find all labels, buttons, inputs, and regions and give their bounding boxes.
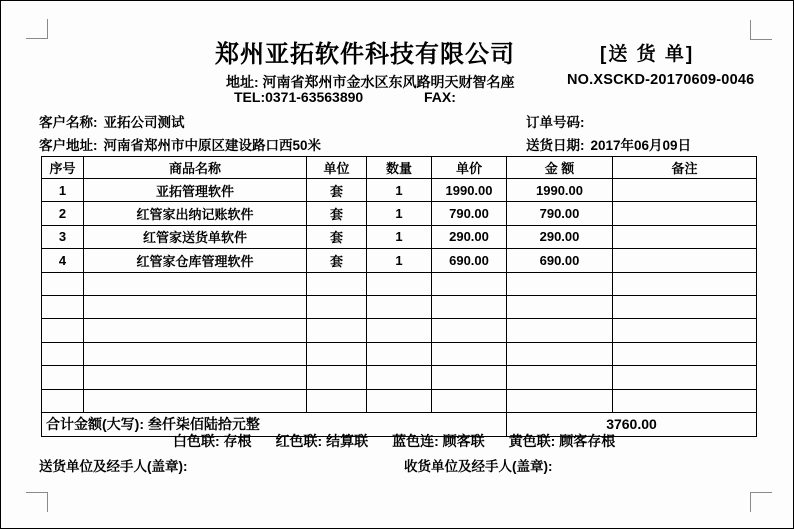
copy-white: 白色联: 存根 xyxy=(173,433,252,449)
cell-seq xyxy=(42,319,84,342)
cell-unit-price xyxy=(432,342,507,365)
cell-unit-price: 690.00 xyxy=(432,249,507,272)
cell-product-name: 红管家出纳记账软件 xyxy=(84,202,307,225)
cell-remark xyxy=(613,179,757,202)
cell-amount xyxy=(507,389,613,412)
customer-name-row xyxy=(39,111,185,131)
cell-remark xyxy=(613,319,757,342)
cell-seq: 1 xyxy=(42,179,84,202)
cell-unit: 套 xyxy=(307,225,367,248)
cell-unit xyxy=(307,272,367,295)
cell-product-name xyxy=(84,295,307,318)
cell-unit xyxy=(307,389,367,412)
customer-address-label: 客户地址: xyxy=(39,138,98,153)
order-number-row xyxy=(526,111,591,131)
print-margin-mark-top-right xyxy=(750,20,772,40)
table-row xyxy=(42,295,757,318)
cell-product-name xyxy=(84,389,307,412)
cell-product-name: 亚拓管理软件 xyxy=(84,179,307,202)
cell-product-name xyxy=(84,366,307,389)
cell-unit: 套 xyxy=(307,179,367,202)
cell-product-name: 红管家仓库管理软件 xyxy=(84,249,307,272)
cell-amount: 1990.00 xyxy=(507,179,613,202)
total-amount-value: 3760.00 xyxy=(507,412,757,436)
total-amount-in-words: 合计金额(大写): 叁仟柒佰陆拾元整 xyxy=(42,412,507,436)
customer-name-label: 客户名称: xyxy=(39,115,98,130)
cell-quantity xyxy=(367,319,432,342)
table-row xyxy=(42,249,757,272)
items-table-header-row xyxy=(42,157,757,179)
cell-seq xyxy=(42,366,84,389)
print-margin-mark-top-left xyxy=(26,19,48,39)
delivery-date-label: 送货日期: xyxy=(526,138,585,153)
company-fax: FAX: xyxy=(424,89,456,105)
table-row xyxy=(42,179,757,202)
header-unit: 单位 xyxy=(307,157,367,179)
cell-amount xyxy=(507,272,613,295)
cell-amount xyxy=(507,319,613,342)
cell-remark xyxy=(613,342,757,365)
order-number-label: 订单号码: xyxy=(526,115,585,130)
cell-amount: 690.00 xyxy=(507,249,613,272)
cell-seq: 3 xyxy=(42,225,84,248)
header-unit-price: 单价 xyxy=(432,157,507,179)
table-row xyxy=(42,202,757,225)
cell-unit xyxy=(307,342,367,365)
cell-product-name xyxy=(84,319,307,342)
items-table xyxy=(41,156,757,437)
document-number: NO.XSCKD-20170609-0046 xyxy=(567,72,755,88)
company-name: 郑州亚拓软件科技有限公司 xyxy=(215,41,515,68)
table-row xyxy=(42,366,757,389)
customer-address-value: 河南省郑州市中原区建设路口西50米 xyxy=(103,138,322,153)
cell-unit xyxy=(307,366,367,389)
cell-quantity xyxy=(367,389,432,412)
cell-unit-price: 290.00 xyxy=(432,225,507,248)
cell-product-name xyxy=(84,272,307,295)
customer-name-value: 亚拓公司测试 xyxy=(103,115,185,130)
delivery-date-value: 2017年06月09日 xyxy=(590,138,692,153)
cell-product-name xyxy=(84,342,307,365)
cell-quantity: 1 xyxy=(367,202,432,225)
cell-unit-price xyxy=(432,366,507,389)
cell-seq xyxy=(42,389,84,412)
cell-quantity: 1 xyxy=(367,225,432,248)
cell-quantity xyxy=(367,342,432,365)
cell-product-name: 红管家送货单软件 xyxy=(84,225,307,248)
cell-seq xyxy=(42,295,84,318)
copy-blue: 蓝色连: 顾客联 xyxy=(392,433,485,449)
receiver-signature-label: 收货单位及经手人(盖章): xyxy=(404,459,553,474)
copy-red: 红色联: 结算联 xyxy=(275,433,369,449)
cell-unit: 套 xyxy=(307,202,367,225)
cell-remark xyxy=(613,366,757,389)
delivery-date-row xyxy=(526,134,691,154)
customer-address-row xyxy=(39,134,321,154)
print-margin-mark-bottom-left xyxy=(26,492,48,512)
cell-seq xyxy=(42,272,84,295)
table-row xyxy=(42,389,757,412)
cell-amount xyxy=(507,342,613,365)
cell-unit-price: 1990.00 xyxy=(432,179,507,202)
print-margin-mark-bottom-right xyxy=(750,492,772,512)
header-quantity: 数量 xyxy=(367,157,432,179)
cell-remark xyxy=(613,389,757,412)
cell-unit-price xyxy=(432,272,507,295)
cell-quantity xyxy=(367,366,432,389)
document-title: [送 货 单] xyxy=(600,44,695,65)
table-row xyxy=(42,319,757,342)
cell-unit: 套 xyxy=(307,249,367,272)
cell-unit-price: 790.00 xyxy=(432,202,507,225)
cell-amount: 790.00 xyxy=(507,202,613,225)
cell-remark xyxy=(613,202,757,225)
header-amount: 金 额 xyxy=(507,157,613,179)
table-row xyxy=(42,342,757,365)
cell-quantity xyxy=(367,295,432,318)
cell-remark xyxy=(613,272,757,295)
cell-remark xyxy=(613,225,757,248)
cell-seq xyxy=(42,342,84,365)
header-remark: 备注 xyxy=(613,157,757,179)
company-address: 地址: 河南省郑州市金水区东风路明天财智名座 xyxy=(226,74,515,90)
table-row xyxy=(42,272,757,295)
cell-quantity: 1 xyxy=(367,179,432,202)
header-seq: 序号 xyxy=(42,157,84,179)
cell-unit-price xyxy=(432,389,507,412)
cell-quantity xyxy=(367,272,432,295)
cell-quantity: 1 xyxy=(367,249,432,272)
cell-remark xyxy=(613,249,757,272)
cell-seq: 2 xyxy=(42,202,84,225)
company-tel: TEL:0371-63563890 xyxy=(234,89,364,105)
header-product-name: 商品名称 xyxy=(84,157,307,179)
table-row xyxy=(42,225,757,248)
cell-unit-price xyxy=(432,319,507,342)
cell-amount: 290.00 xyxy=(507,225,613,248)
cell-seq: 4 xyxy=(42,249,84,272)
cell-amount xyxy=(507,295,613,318)
cell-amount xyxy=(507,366,613,389)
cell-unit xyxy=(307,319,367,342)
copy-yellow: 黄色联: 顾客存根 xyxy=(508,433,616,449)
sender-signature-label: 送货单位及经手人(盖章): xyxy=(39,459,188,474)
cell-unit-price xyxy=(432,295,507,318)
cell-unit xyxy=(307,295,367,318)
cell-remark xyxy=(613,295,757,318)
copy-legend xyxy=(173,431,615,451)
